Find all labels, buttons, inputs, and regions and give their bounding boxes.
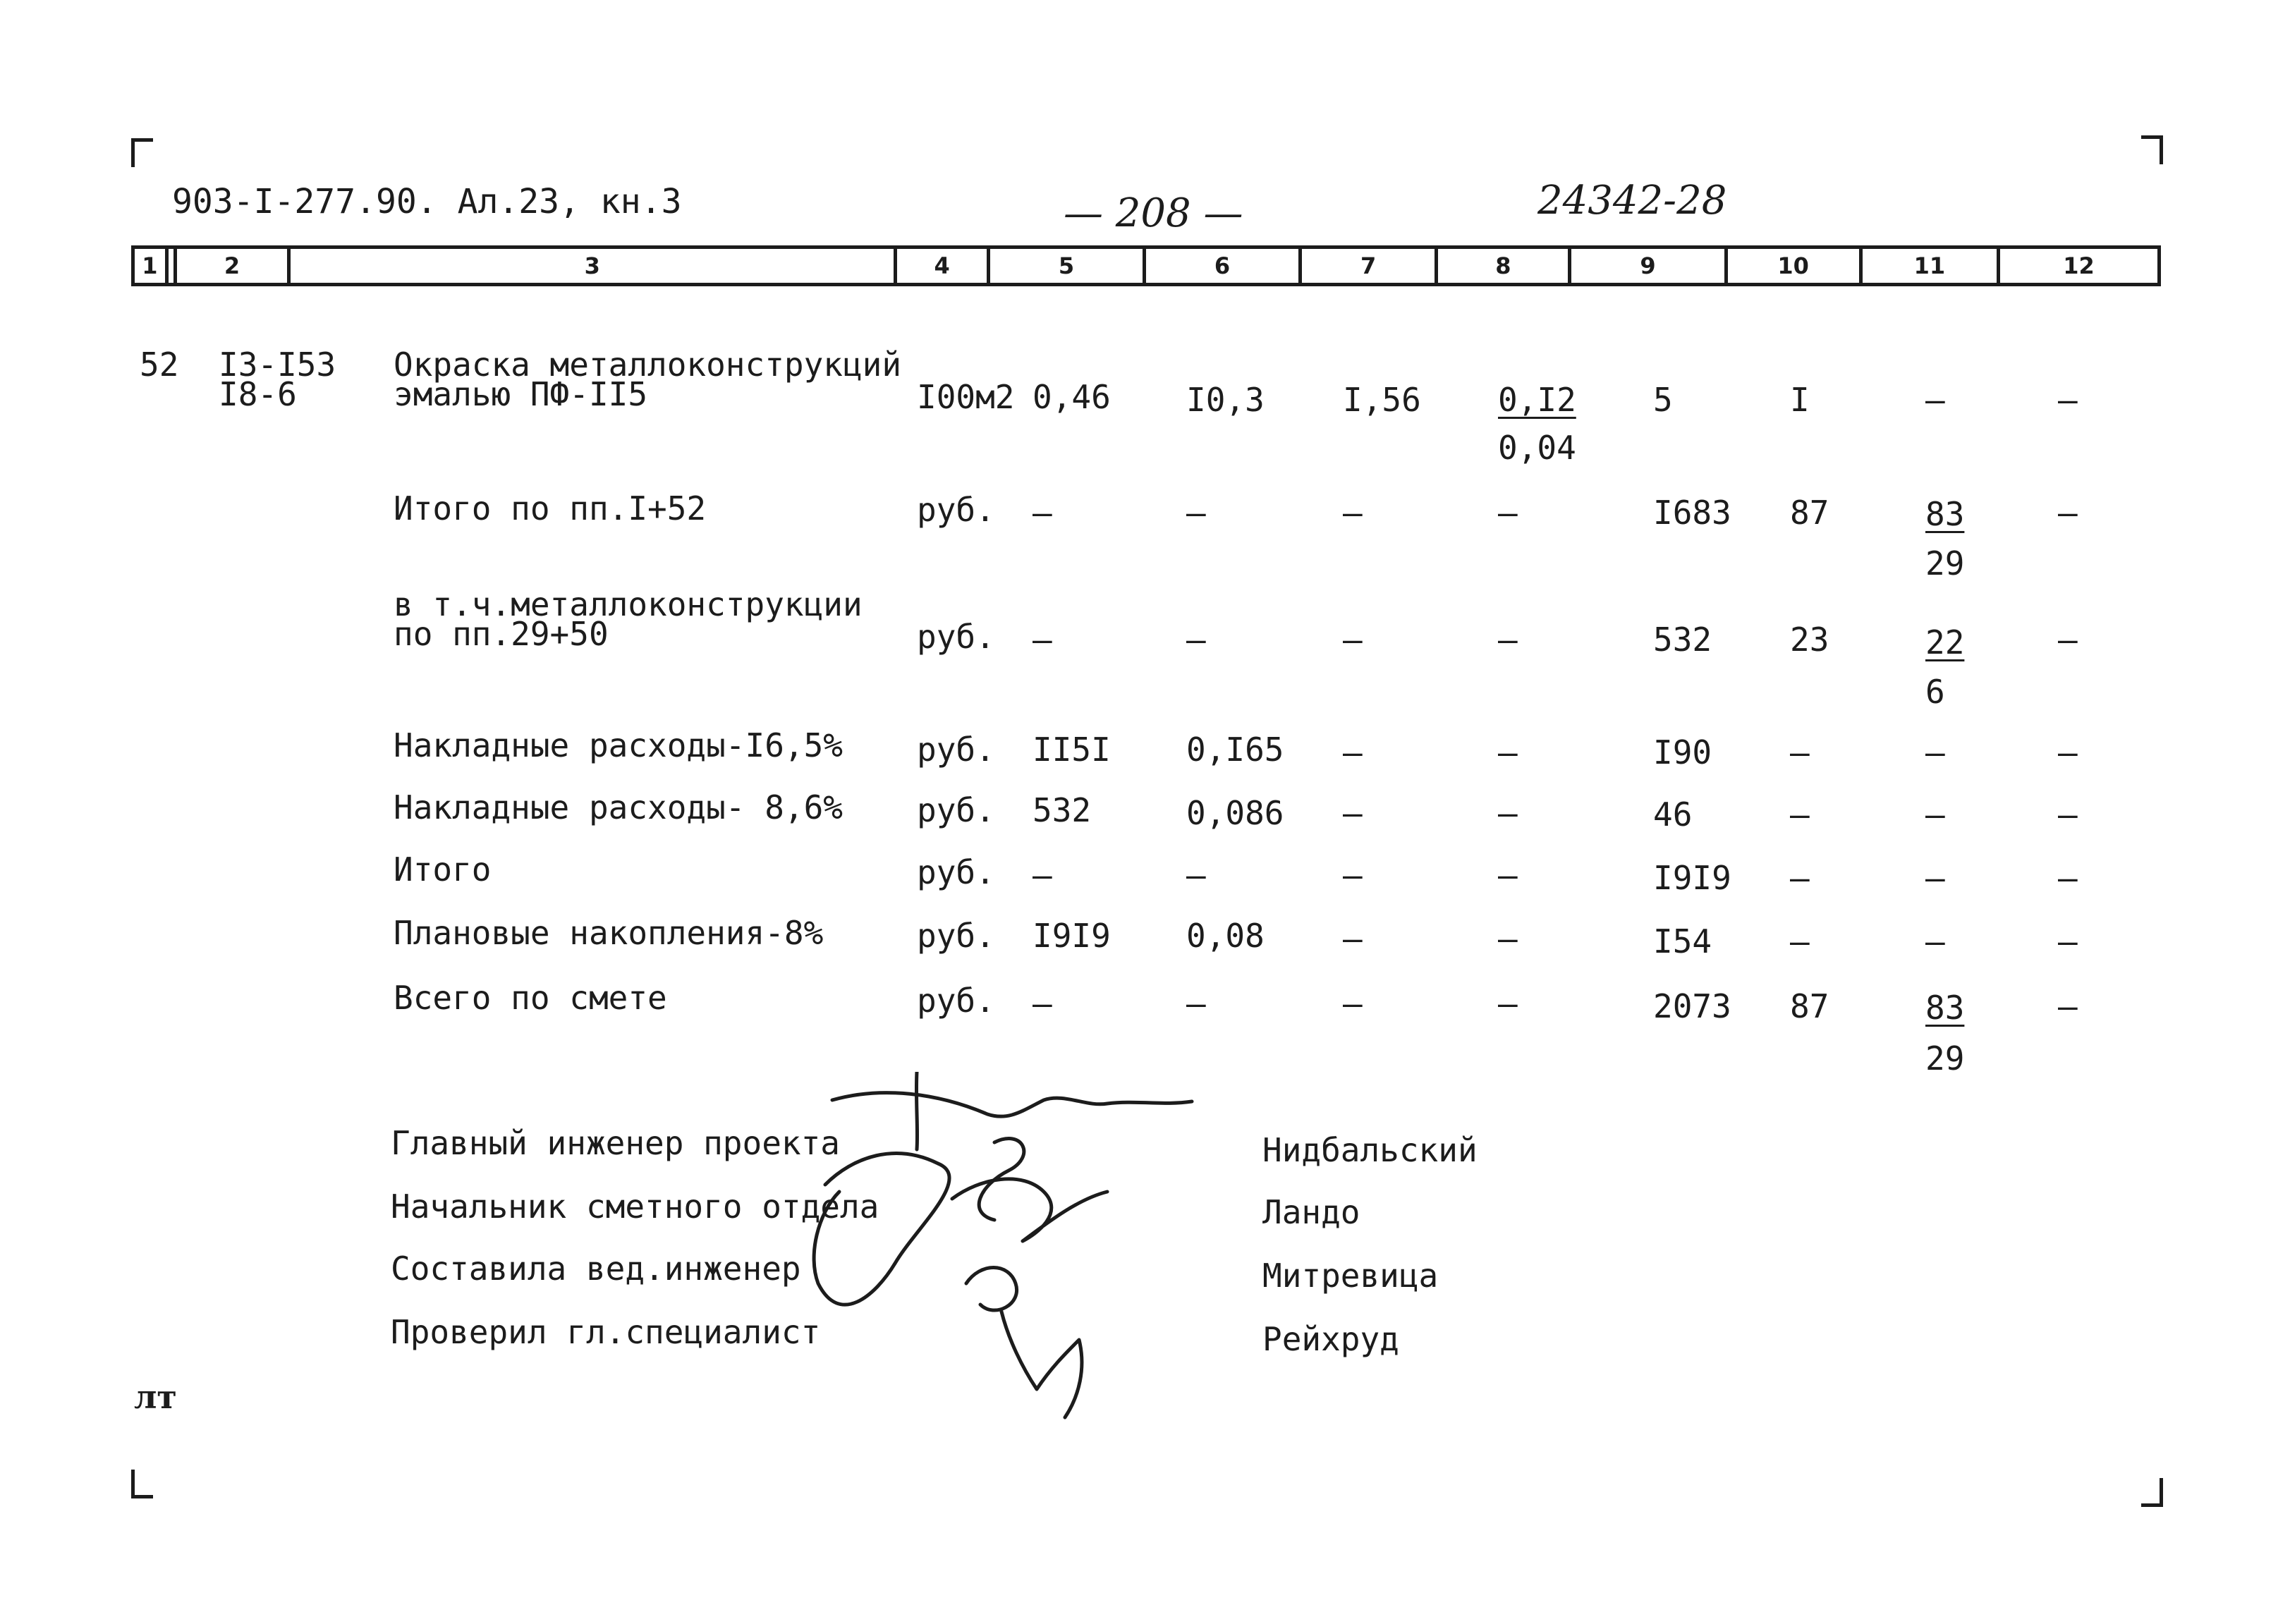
- row-c6: I0,3: [1186, 381, 1265, 419]
- row-c12: –: [2058, 494, 2078, 532]
- row-c7: –: [1343, 920, 1363, 958]
- row-c12: –: [2058, 733, 2078, 771]
- row-c12: –: [2058, 381, 2078, 419]
- row-c9: 532: [1653, 621, 1712, 659]
- row-c7: –: [1343, 621, 1363, 659]
- row-c12: –: [2058, 795, 2078, 834]
- row-c12: –: [2058, 621, 2078, 659]
- row-unit: руб.: [917, 618, 995, 656]
- row-num: 52: [140, 346, 179, 384]
- row-c7: –: [1343, 494, 1363, 532]
- row-c9: 5: [1653, 381, 1673, 419]
- row-c11-sub: 29: [1925, 544, 1965, 582]
- row-c10: –: [1790, 922, 1810, 960]
- row-c6: –: [1186, 984, 1206, 1022]
- row-c6: –: [1186, 856, 1206, 894]
- row-c9: 46: [1653, 795, 1693, 834]
- row-desc: в т.ч.металлоконструкции: [394, 585, 863, 623]
- corner-mark-bottom-right: [2141, 1478, 2163, 1507]
- signatory-title: Главный инженер проекта: [391, 1124, 840, 1162]
- row-desc: эмалью ПФ-II5: [394, 375, 648, 413]
- row-c8: –: [1498, 494, 1518, 532]
- corner-mark-top-left: [131, 138, 153, 167]
- signatory-title: Составила вед.инженер: [391, 1250, 801, 1288]
- row-c5: –: [1033, 984, 1052, 1022]
- row-c8: –: [1498, 920, 1518, 958]
- row-c7: –: [1343, 984, 1363, 1022]
- row-c11-sub: 29: [1925, 1039, 1965, 1077]
- row-c11-sub: 6: [1925, 673, 1945, 711]
- row-c5: 0,46: [1033, 378, 1111, 416]
- handwritten-signatures: [811, 1072, 1206, 1424]
- row-c9: I683: [1653, 494, 1731, 532]
- col-header-6: 6: [1146, 249, 1302, 283]
- row-desc: Накладные расходы-I6,5%: [394, 726, 843, 764]
- row-c7: I,56: [1343, 381, 1421, 419]
- row-c8: –: [1498, 621, 1518, 659]
- row-unit: руб.: [917, 491, 995, 529]
- row-c10: 87: [1790, 494, 1829, 532]
- col-header-7: 7: [1302, 249, 1438, 283]
- row-c12: –: [2058, 922, 2078, 960]
- row-c10: 87: [1790, 987, 1829, 1025]
- signatory-title: Проверил гл.специалист: [391, 1313, 821, 1351]
- signatory-name: Митревица: [1262, 1257, 1439, 1295]
- row-c10: I: [1790, 381, 1810, 419]
- row-c10: –: [1790, 733, 1810, 771]
- footer-initials: лт: [134, 1378, 177, 1416]
- row-desc: Всего по смете: [394, 979, 667, 1017]
- col-header-12: 12: [2063, 252, 2095, 279]
- row-unit: руб.: [917, 853, 995, 891]
- row-c11: –: [1925, 922, 1945, 960]
- row-c9: I54: [1653, 922, 1712, 960]
- row-c9: I9I9: [1653, 859, 1731, 897]
- row-c7: –: [1343, 794, 1363, 832]
- row-desc: Итого: [394, 850, 492, 889]
- row-c10: –: [1790, 795, 1810, 834]
- col-header-5: 5: [990, 249, 1146, 283]
- col-header-2: 2: [177, 249, 291, 283]
- row-unit: руб.: [917, 917, 995, 955]
- row-c6: –: [1186, 621, 1206, 659]
- signatory-name: Нидбальский: [1262, 1131, 1478, 1169]
- row-c7: –: [1343, 856, 1363, 894]
- row-c8: 0,I2: [1498, 381, 1576, 419]
- column-number-header: [131, 245, 2161, 286]
- signatory-name: Ландо: [1262, 1193, 1360, 1231]
- row-c7: –: [1343, 733, 1363, 771]
- col-header-divider: [169, 249, 177, 283]
- row-c12: –: [2058, 859, 2078, 897]
- row-c10: 23: [1790, 621, 1829, 659]
- row-desc: Окраска металлоконструкций: [394, 346, 902, 384]
- col-header-9: 9: [1571, 249, 1727, 283]
- row-desc: Плановые накопления-8%: [394, 914, 824, 952]
- row-c5: –: [1033, 621, 1052, 659]
- row-c8: –: [1498, 794, 1518, 832]
- row-unit: I00м2: [917, 378, 1015, 416]
- row-desc: Накладные расходы- 8,6%: [394, 788, 843, 826]
- row-c8-sub: 0,04: [1498, 429, 1576, 467]
- page-number: — 208 —: [1064, 190, 1243, 236]
- row-c11: 83: [1925, 989, 1965, 1027]
- row-code: I8-6: [219, 375, 297, 413]
- row-c11: 22: [1925, 623, 1965, 661]
- row-c8: –: [1498, 856, 1518, 894]
- row-c12: –: [2058, 987, 2078, 1025]
- corner-mark-top-right: [2141, 135, 2163, 164]
- signatory-title: Начальник сметного отдела: [391, 1188, 879, 1226]
- row-unit: руб.: [917, 982, 995, 1020]
- row-c6: 0,I65: [1186, 731, 1284, 769]
- ref-number: 24342-28: [1537, 178, 1727, 224]
- row-c9: I90: [1653, 733, 1712, 771]
- signatory-name: Рейхруд: [1262, 1320, 1399, 1358]
- row-c11: –: [1925, 733, 1945, 771]
- row-c10: –: [1790, 859, 1810, 897]
- row-c11: –: [1925, 381, 1945, 419]
- row-c11: 83: [1925, 495, 1965, 533]
- row-c8: –: [1498, 733, 1518, 771]
- row-c9: 2073: [1653, 987, 1731, 1025]
- row-c5: I9I9: [1033, 917, 1111, 955]
- row-unit: руб.: [917, 731, 995, 769]
- row-desc: по пп.29+50: [394, 615, 609, 653]
- corner-mark-bottom-left: [131, 1470, 153, 1498]
- row-c11: –: [1925, 795, 1945, 834]
- row-c5: 532: [1033, 791, 1092, 829]
- row-c8: –: [1498, 984, 1518, 1022]
- row-c5: II5I: [1033, 731, 1111, 769]
- col-header-11: 11: [1863, 249, 2000, 283]
- row-code: I3-I53: [219, 346, 336, 384]
- row-c5: –: [1033, 494, 1052, 532]
- row-c6: 0,086: [1186, 794, 1284, 832]
- doc-code: 903-I-277.90. Ал.23, кн.3: [172, 182, 682, 221]
- row-c6: 0,08: [1186, 917, 1265, 955]
- col-header-1: 1: [135, 249, 169, 283]
- col-header-8: 8: [1438, 249, 1571, 283]
- col-header-3: 3: [291, 249, 897, 283]
- row-unit: руб.: [917, 791, 995, 829]
- col-header-4: 4: [897, 249, 989, 283]
- row-c11: –: [1925, 859, 1945, 897]
- row-desc: Итого по пп.I+52: [394, 489, 707, 527]
- row-c5: –: [1033, 856, 1052, 894]
- row-c6: –: [1186, 494, 1206, 532]
- col-header-10: 10: [1728, 249, 1863, 283]
